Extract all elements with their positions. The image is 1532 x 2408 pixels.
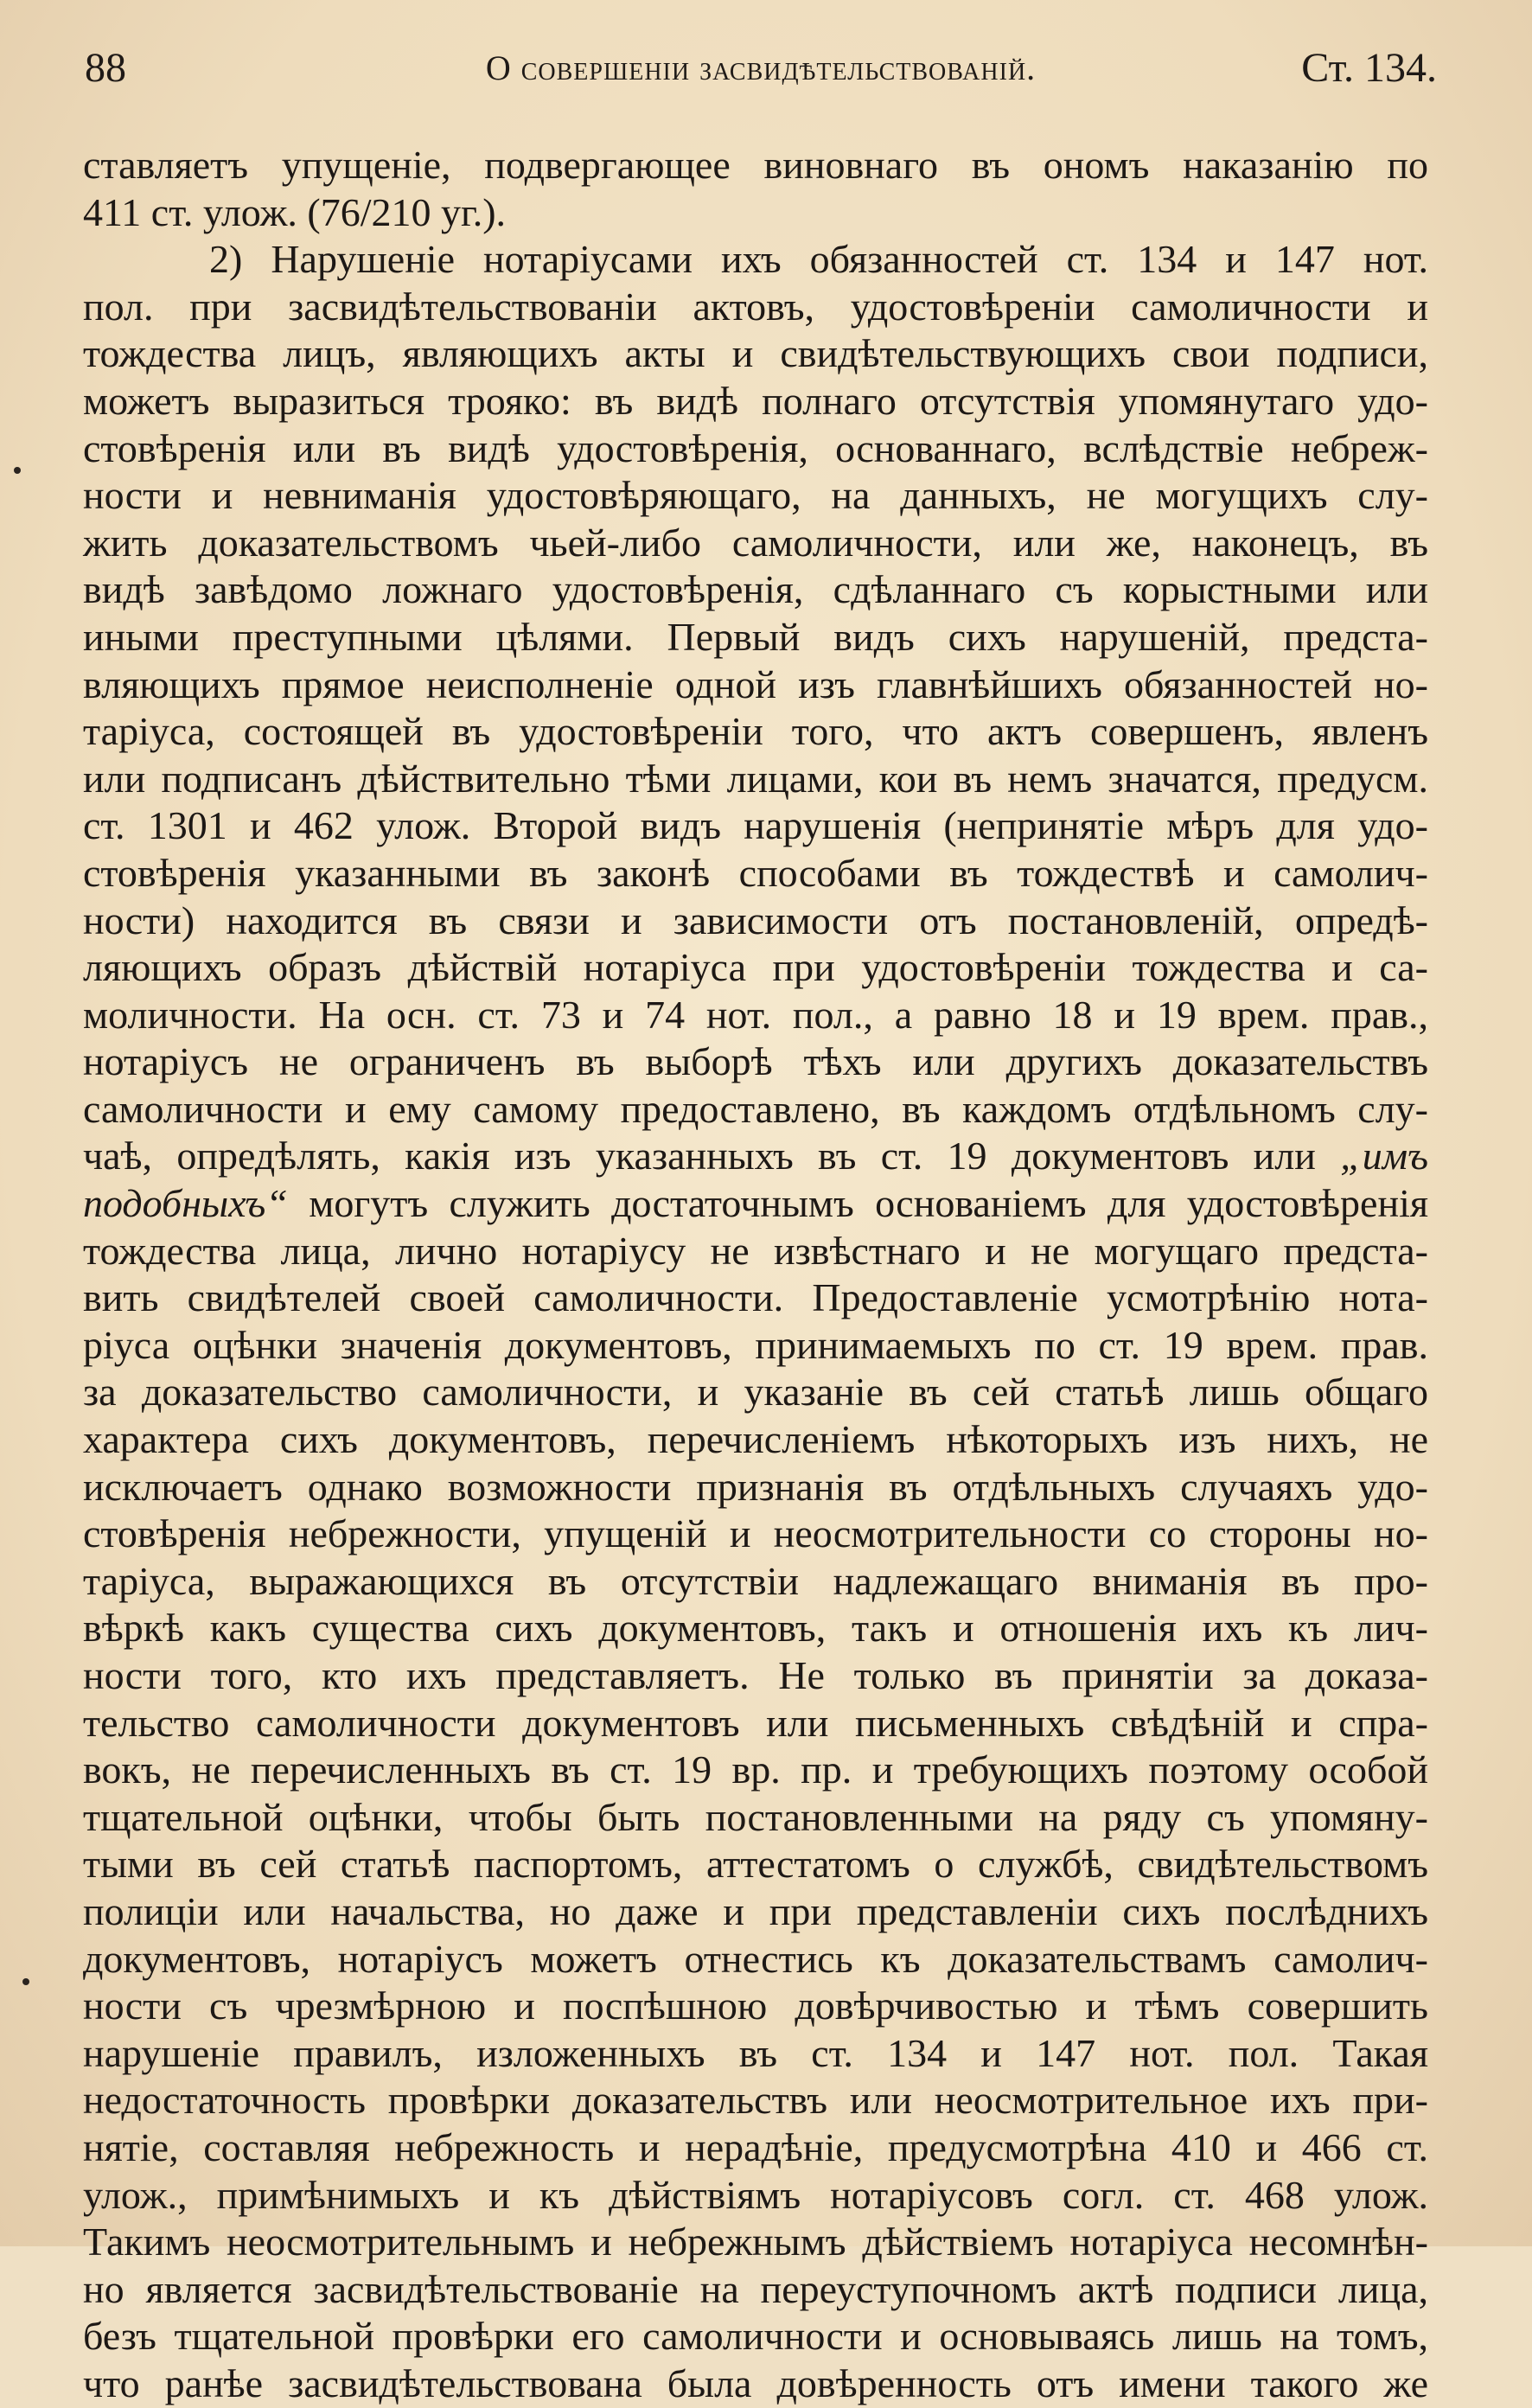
text-line: самоличности и ему самому предоставлено, въ каждомъ отдѣльномъ слу-	[83, 1086, 1428, 1131]
text-line: недостаточность провѣрки доказательствъ или неосмотрительное ихъ при-	[83, 2078, 1428, 2123]
body-text	[83, 142, 1428, 2408]
ink-speck	[22, 1978, 29, 1985]
text-line: 411 ст. улож. (76/210 уг.).	[83, 189, 507, 234]
text-line: ности того, кто ихъ представляетъ. Не только въ принятiи за доказа-	[83, 1653, 1428, 1697]
text-line: характера сихъ документовъ, перечисленiемъ нѣкоторыхъ изъ нихъ, не	[83, 1417, 1428, 1462]
text-line: тарiуса, состоящей въ удостовѣренiи того, что актъ совершенъ, явленъ	[83, 709, 1428, 754]
text-line: нятiе, составляя небрежность и нерадѣнiе, предусмотрѣна 410 и 466 ст.	[83, 2124, 1428, 2169]
text-line: можетъ выразиться трояко: въ видѣ полнаго отсутствiя упомянутаго удо-	[83, 378, 1428, 423]
text-line: видѣ завѣдомо ложнаго удостовѣренiя, сдѣланнаго съ корыстными или	[83, 567, 1428, 612]
text-line: стовѣренiя или въ видѣ удостовѣренiя, основаннаго, вслѣдствiе небреж-	[83, 425, 1428, 470]
text-line: ности съ чрезмѣрною и поспѣшною довѣрчивостью и тѣмъ совершить	[83, 1983, 1428, 2028]
text-line: рiуса оцѣнки значенiя документовъ, принимаемыхъ по ст. 19 врем. прав.	[83, 1322, 1428, 1367]
article-number: Ст. 134.	[1301, 45, 1437, 91]
text-line: но является засвидѣтельствованiе на переуступочномъ актѣ подписи лица,	[83, 2266, 1428, 2311]
text-line: моличности. На осн. ст. 73 и 74 нот. пол., а равно 18 и 19 врем. прав.,	[83, 992, 1428, 1037]
paragraph-start-line: 2) Нарушенiе нотарiусами ихъ обязанностей ст. 134 и 147 нот.	[209, 237, 1428, 282]
text-line: вить свидѣтелей своей самоличности. Предоставленiе усмотрѣнiю нота-	[83, 1275, 1428, 1320]
text-line: иными преступными цѣлями. Первый видъ сихъ нарушенiй, предста-	[83, 614, 1428, 659]
text-line: ст. 1301 и 462 улож. Второй видъ нарушенiя (непринятiе мѣръ для удо-	[83, 803, 1428, 848]
text-line: что ранѣе засвидѣтельствована была довѣренность отъ имени такого же	[83, 2360, 1428, 2405]
text-line: тождества лица, лично нотарiусу не извѣстнаго и не могущаго предста-	[83, 1228, 1428, 1273]
text-line: стовѣренiя небрежности, упущенiй и неосмотрительности со стороны но-	[83, 1511, 1428, 1556]
text-line: тельство самоличности документовъ или письменныхъ свѣдѣнiй и спра-	[83, 1700, 1428, 1745]
text-line: полицiи или начальства, но даже и при представленiи сихъ послѣднихъ	[83, 1888, 1428, 1933]
ink-speck	[14, 467, 21, 474]
page-number: 88	[85, 45, 126, 91]
text-line: или подписанъ дѣйствительно тѣми лицами, кои въ немъ значатся, предусм.	[83, 756, 1428, 801]
text-line: ности и невниманiя удостовѣряющаго, на данныхъ, не могущихъ слу-	[83, 473, 1428, 518]
text-segment: чаѣ, опредѣлять, какiя изъ указанныхъ въ ст. 19 документовъ или	[83, 1134, 1316, 1178]
text-line: тыми въ сей статьѣ паспортомъ, аттестатомъ о службѣ, свидѣтельствомъ	[83, 1842, 1428, 1887]
running-title: О совершенiи засвидѣтельствованiй.	[485, 48, 1037, 87]
text-line: ляющихъ образъ дѣйствiй нотарiуса при удостовѣренiи тождества и са-	[83, 945, 1428, 990]
text-line: безъ тщательной провѣрки его самоличности и основываясь лишь на томъ,	[83, 2314, 1428, 2359]
text-line-with-italic	[83, 1180, 1428, 1228]
text-line: жить доказательствомъ чьей-либо самоличности, или же, наконецъ, въ	[83, 520, 1428, 565]
text-line: пол. при засвидѣтельствованiи актовъ, удостовѣренiи самоличности и	[83, 284, 1428, 329]
text-line: стовѣренiя указанными въ законѣ способами въ тождествѣ и самолич-	[83, 850, 1428, 895]
text-line: тарiуса, выражающихся въ отсутствiи надлежащаго вниманiя въ про-	[83, 1558, 1428, 1603]
italic-phrase: „имъ	[1340, 1134, 1428, 1178]
text-line: вѣркѣ какъ существа сихъ документовъ, такъ и отношенiя ихъ къ лич-	[83, 1606, 1428, 1651]
text-line: исключаетъ однако возможности признанiя въ отдѣльныхъ случаяхъ удо-	[83, 1464, 1428, 1509]
text-line-with-italic	[83, 1133, 1428, 1180]
text-line: улож., примѣнимыхъ и къ дѣйствiямъ нотарiусовъ согл. ст. 468 улож.	[83, 2172, 1428, 2217]
text-segment: могутъ служить достаточнымъ основанiемъ для удостовѣренiя	[309, 1181, 1429, 1226]
text-line: нарушенiе правилъ, изложенныхъ въ ст. 134 и 147 нот. пол. Такая	[83, 2030, 1428, 2075]
text-line: документовъ, нотарiусъ можетъ отнестись къ доказательствамъ самолич-	[83, 1936, 1428, 1981]
text-line: вокъ, не перечисленныхъ въ ст. 19 вр. пр. и требующихъ поэтому особой	[83, 1747, 1428, 1792]
text-line: нотарiусъ не ограниченъ въ выборѣ тѣхъ или другихъ доказательствъ	[83, 1039, 1428, 1084]
text-line: за доказательство самоличности, и указанiе въ сей статьѣ лишь общаго	[83, 1370, 1428, 1415]
text-line: ности) находится въ связи и зависимости отъ постановленiй, опредѣ-	[83, 897, 1428, 942]
text-line: Такимъ неосмотрительнымъ и небрежнымъ дѣйствiемъ нотарiуса несомнѣн-	[83, 2220, 1428, 2264]
italic-phrase: подобныхъ“	[83, 1181, 288, 1226]
text-line: тщательной оцѣнки, чтобы быть постановленными на ряду съ упомяну-	[83, 1794, 1428, 1839]
text-line: ставляетъ упущенiе, подвергающее виновнаго въ ономъ наказанiю по	[83, 143, 1428, 187]
text-line: тождества лицъ, являющихъ акты и свидѣтельствующихъ свои подписи,	[83, 331, 1428, 376]
running-head	[85, 38, 1437, 99]
text-line: вляющихъ прямое неисполненiе одной изъ главнѣйшихъ обязанностей но-	[83, 661, 1428, 706]
